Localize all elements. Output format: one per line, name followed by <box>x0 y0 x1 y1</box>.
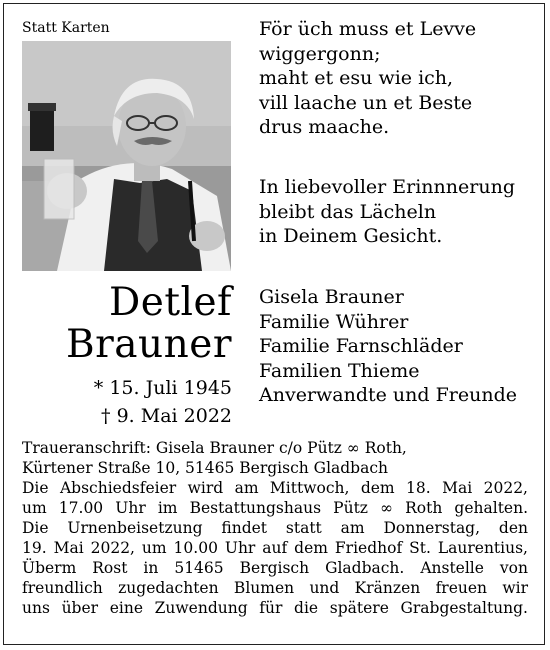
portrait-illustration <box>22 41 231 271</box>
footer-line: Traueranschrift: Gisela Brauner c/o Pütz ∞ Roth, <box>22 439 407 457</box>
footer-line: Die Urnenbeisetzung findet statt am Donnerstag, den <box>22 519 528 537</box>
death-date: † 9. Mai 2022 <box>101 405 232 427</box>
memory-line: In liebevoller Erinnnerung <box>259 176 515 198</box>
poem-line: vill laache un et Beste <box>259 91 473 114</box>
poem-line: drus maache. <box>259 116 390 138</box>
poem-line: För üch muss et Levve <box>259 18 477 40</box>
deceased-name <box>40 282 232 366</box>
mourner-line: Familien Thieme <box>259 359 420 382</box>
footer-line: 19. Mai 2022, um 10.00 Uhr auf dem Friedhof St. Laurentius, <box>22 539 528 557</box>
funeral-details <box>22 438 528 618</box>
mourner-line: Familie Wührer <box>259 310 409 333</box>
footer-line: freundlich zugedachten Blumen und Kränzen freuen wir <box>22 579 528 597</box>
poem-line: maht et esu wie ich, <box>259 67 454 89</box>
last-name: Brauner <box>65 322 232 367</box>
mourners-list <box>259 285 517 408</box>
mourner-line: Gisela Brauner <box>259 286 404 308</box>
footer-line: Überm Rost in 51465 Bergisch Gladbach. Anstelle von <box>22 559 528 577</box>
poem <box>259 17 476 140</box>
footer-line: Kürtener Straße 10, 51465 Bergisch Gladbach <box>22 459 389 477</box>
footer-line: um 17.00 Uhr im Bestattungshaus Pütz ∞ Roth gehalten. <box>22 499 528 517</box>
poem-line: wiggergonn; <box>259 42 381 65</box>
first-name: Detlef <box>108 280 232 325</box>
birth-date: * 15. Juli 1945 <box>93 377 232 399</box>
mourner-line: Familie Farnschläder <box>259 335 463 357</box>
life-dates <box>40 374 232 430</box>
footer-line: uns über eine Zuwendung für die spätere Grabgestaltung. <box>22 599 528 617</box>
mourner-line: Anverwandte und Freunde <box>259 384 517 406</box>
memory-text <box>259 175 515 249</box>
portrait-photo <box>22 41 231 271</box>
memory-line: bleibt das Lächeln <box>259 200 437 223</box>
header-label: Statt Karten <box>22 20 110 36</box>
memory-line: in Deinem Gesicht. <box>259 225 443 247</box>
footer-line: Die Abschiedsfeier wird am Mittwoch, dem 18. Mai 2022, <box>22 479 528 497</box>
